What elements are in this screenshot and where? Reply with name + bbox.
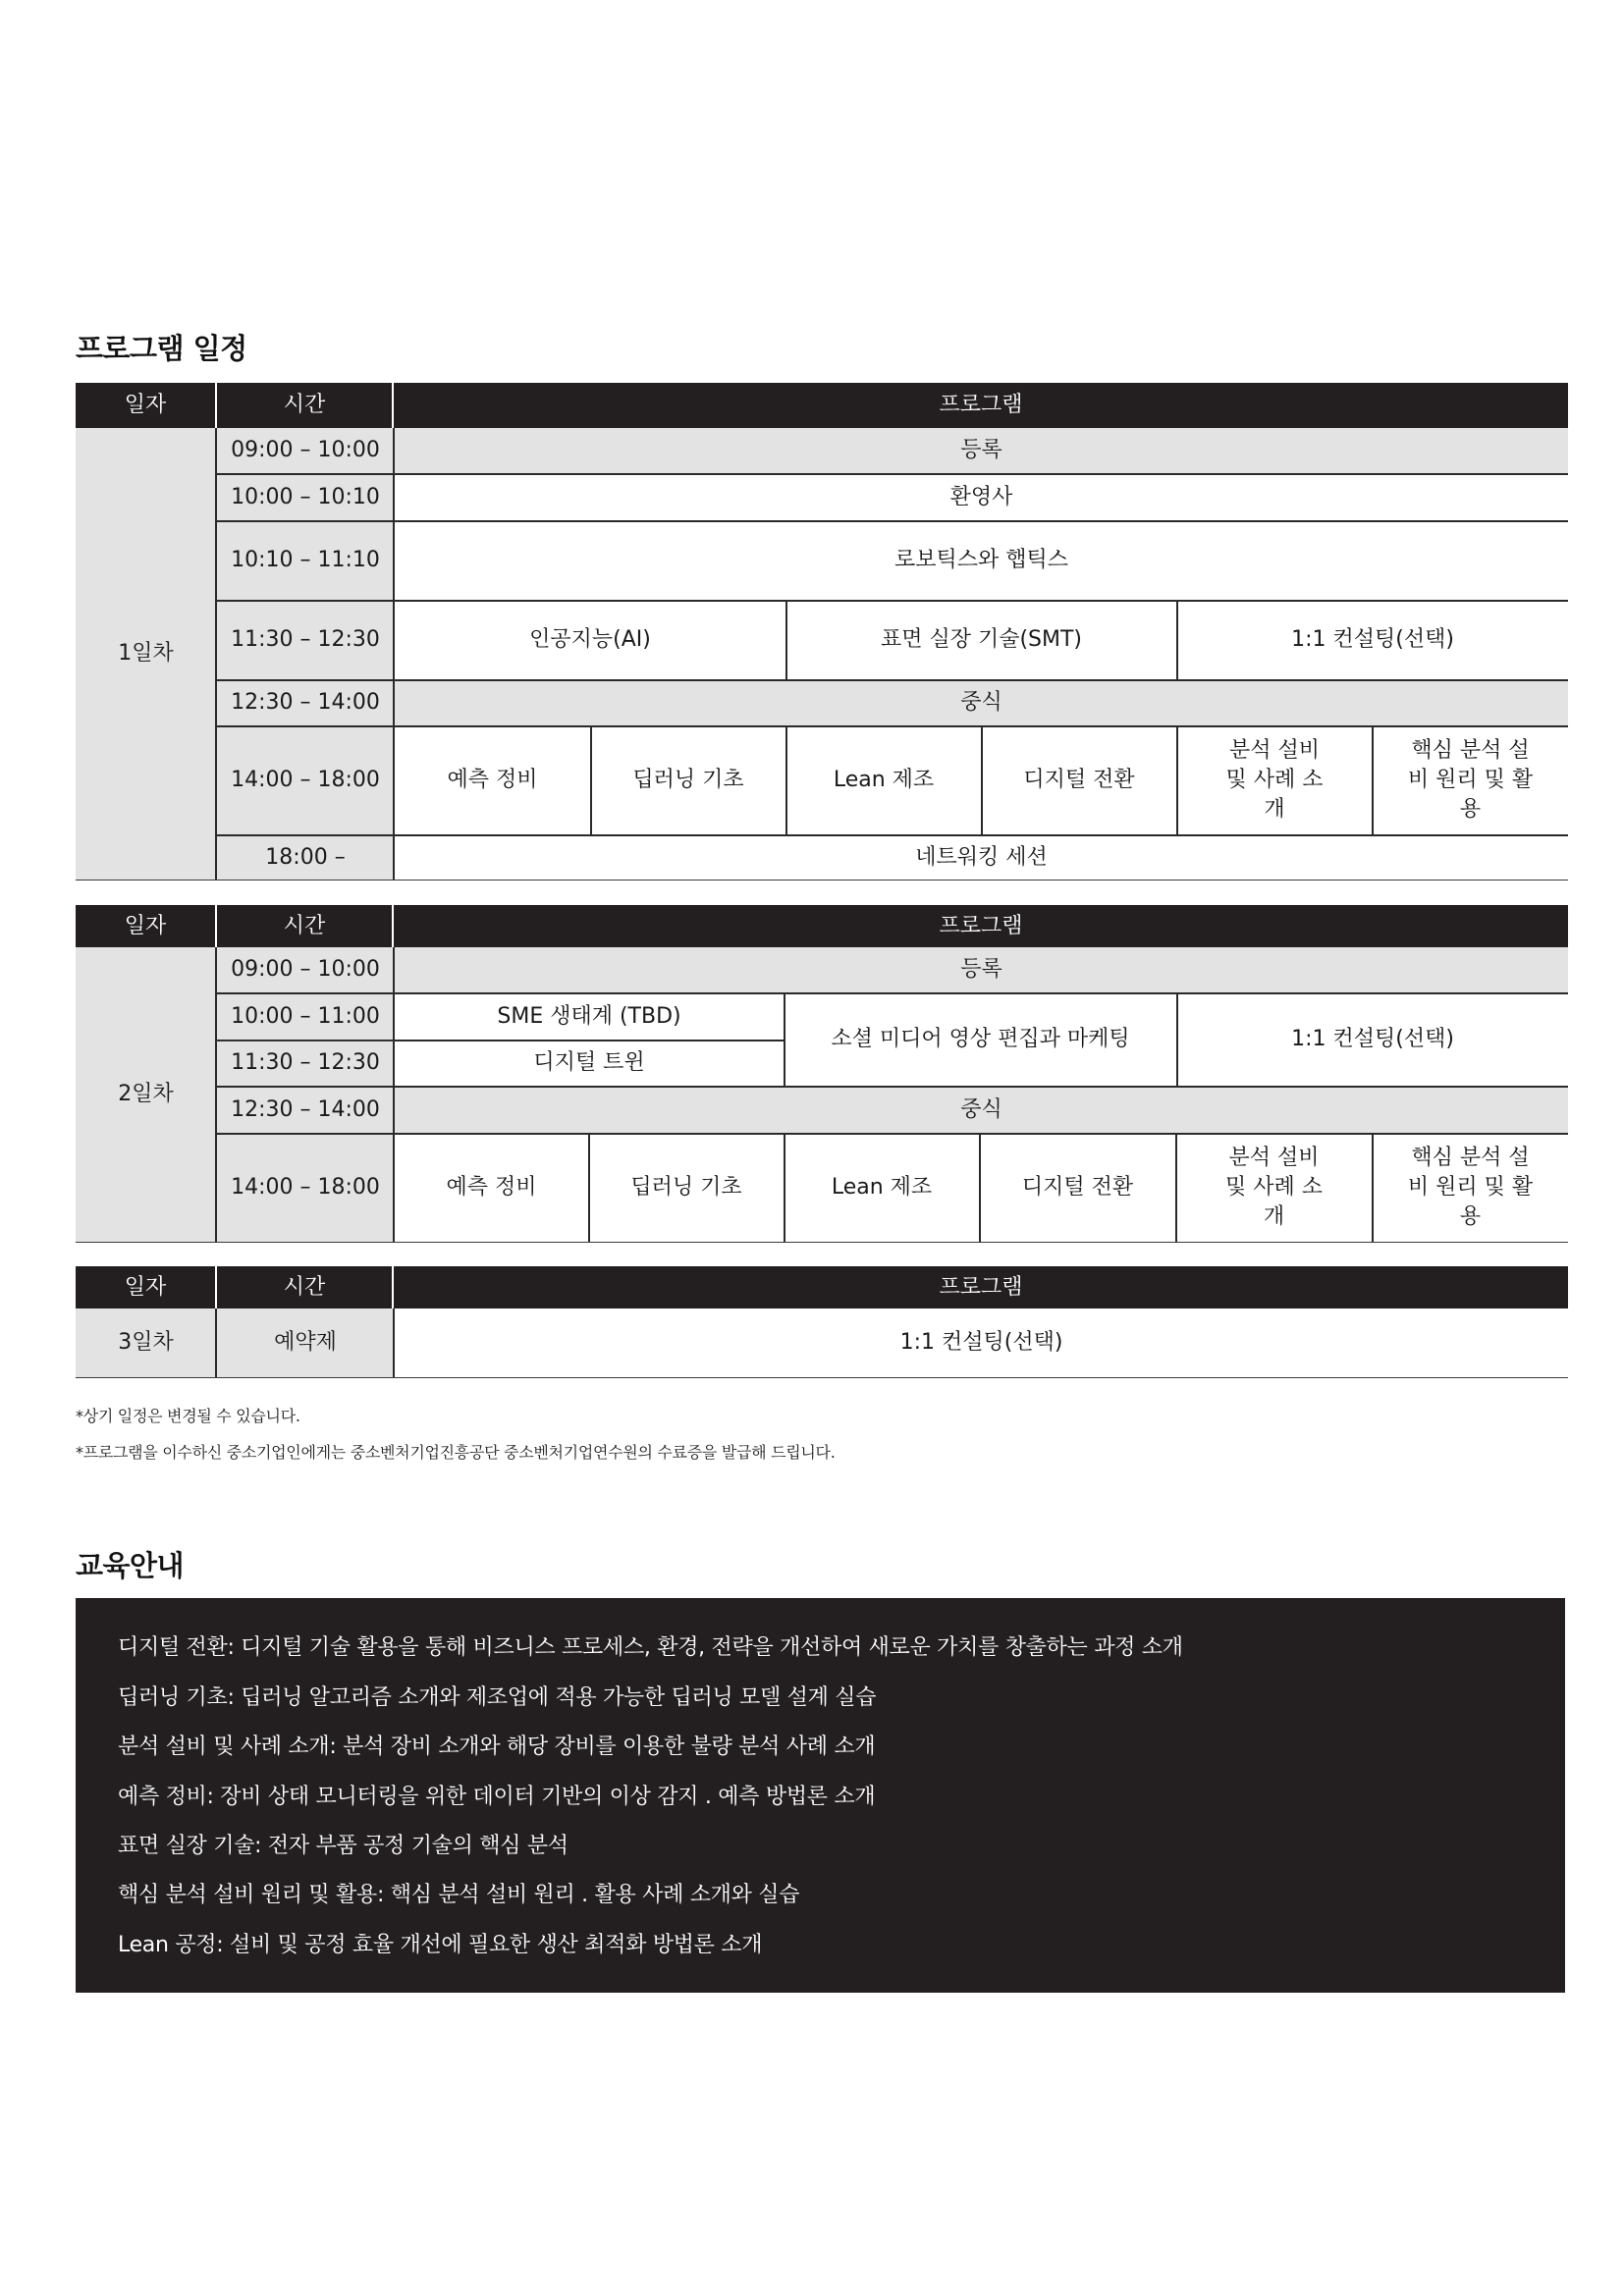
- program-session: 표면 실장 기술(SMT): [786, 601, 1176, 679]
- time-cell: 예약제: [217, 1308, 394, 1377]
- divider: [216, 679, 1568, 681]
- program-welcome: 환영사: [395, 474, 1568, 520]
- time-cell: 10:00 – 10:10: [217, 474, 394, 520]
- time-cell: 18:00 –: [217, 835, 394, 880]
- divider: [1175, 1134, 1177, 1242]
- program-session: 예측 정비: [395, 726, 590, 834]
- divider: [215, 1308, 217, 1377]
- edu-item: 분석 설비 및 사례 소개: 분석 장비 소개와 해당 장비를 이용한 불량 분석 사례 소개: [118, 1735, 876, 1759]
- divider: [216, 473, 1568, 475]
- divider: [785, 726, 787, 834]
- divider: [588, 1134, 590, 1242]
- divider: [784, 1134, 785, 1242]
- time-cell: 10:10 – 11:10: [217, 521, 394, 600]
- divider: [981, 726, 983, 834]
- time-cell: 12:30 – 14:00: [217, 680, 394, 725]
- program-robotics: 로보틱스와 햅틱스: [395, 521, 1568, 600]
- program-session: 딥러닝 기초: [591, 726, 785, 834]
- edu-item: 딥러닝 기초: 딥러닝 알고리즘 소개와 제조업에 적용 가능한 딥러닝 모델 설계 실습: [118, 1685, 877, 1710]
- divider: [590, 726, 592, 834]
- day3-label: 3일차: [76, 1308, 216, 1377]
- program-consulting: 1:1 컨설팅(선택): [1177, 993, 1568, 1086]
- divider: [1372, 726, 1374, 834]
- header-program: 프로그램: [394, 1266, 1568, 1308]
- program-networking: 네트워킹 세션: [395, 835, 1568, 880]
- time-cell: 11:30 – 12:30: [217, 1041, 394, 1086]
- divider: [216, 834, 1568, 836]
- divider: [216, 600, 1568, 602]
- program-registration: 등록: [395, 428, 1568, 473]
- header-time: 시간: [217, 905, 392, 947]
- program-session: 딥러닝 기초: [589, 1134, 784, 1242]
- program-social-media: 소셜 미디어 영상 편집과 마케팅: [785, 993, 1176, 1086]
- divider: [393, 947, 395, 1242]
- program-lunch: 중식: [395, 1087, 1568, 1133]
- divider: [76, 1377, 1568, 1378]
- divider: [393, 428, 395, 880]
- program-session: 분석 설비 및 사례 소개: [1176, 1134, 1372, 1242]
- divider: [76, 880, 1568, 881]
- program-session: 분석 설비 및 사례 소개: [1177, 726, 1372, 834]
- time-cell: 09:00 – 10:00: [217, 947, 394, 992]
- program-session: Lean 제조: [786, 726, 981, 834]
- program-session: 디지털 전환: [980, 1134, 1175, 1242]
- program-session: 1:1 컨설팅(선택): [1177, 601, 1568, 679]
- divider: [215, 428, 217, 880]
- time-cell: 09:00 – 10:00: [217, 428, 394, 473]
- day1-label: 1일차: [76, 428, 216, 880]
- note-certificate: *프로그램을 이수하신 중소기업인에게는 중소벤처기업진흥공단 중소벤처기업연수원의 수료증을 발급해 드립니다.: [76, 1443, 836, 1462]
- divider: [76, 1242, 1568, 1243]
- program-session: 디지털 트윈: [395, 1041, 784, 1086]
- header-time: 시간: [217, 1266, 392, 1308]
- edu-item: 핵심 분석 설비 원리 및 활용: 핵심 분석 설비 원리 . 활용 사례 소개와 실습: [118, 1883, 800, 1907]
- program-session: SME 생태계 (TBD): [395, 993, 784, 1040]
- header-day: 일자: [76, 1266, 215, 1308]
- program-registration: 등록: [395, 947, 1568, 992]
- header-time: 시간: [217, 383, 392, 428]
- header-day: 일자: [76, 383, 215, 428]
- time-cell: 12:30 – 14:00: [217, 1087, 394, 1133]
- divider: [216, 520, 1568, 522]
- divider: [1372, 1134, 1374, 1242]
- program-session: Lean 제조: [785, 1134, 979, 1242]
- edu-item: 표면 실장 기술: 전자 부품 공정 기술의 핵심 분석: [118, 1834, 568, 1858]
- edu-info-box: [76, 1598, 1565, 1993]
- program-consulting: 1:1 컨설팅(선택): [395, 1308, 1568, 1377]
- program-session: 디지털 전환: [982, 726, 1176, 834]
- edu-item: 디지털 전환: 디지털 기술 활용을 통해 비즈니스 프로세스, 환경, 전략을 개선하여 새로운 가치를 창출하는 과정 소개: [118, 1635, 1183, 1660]
- edu-item: Lean 공정: 설비 및 공정 효율 개선에 필요한 생산 최적화 방법론 소개: [118, 1933, 763, 1957]
- divider: [979, 1134, 981, 1242]
- header-program: 프로그램: [394, 905, 1568, 947]
- time-cell: 14:00 – 18:00: [217, 726, 394, 834]
- schedule-title: 프로그램 일정: [76, 332, 247, 365]
- header-program: 프로그램: [394, 383, 1568, 428]
- time-cell: 11:30 – 12:30: [217, 601, 394, 679]
- program-session: 핵심 분석 설비 원리 및 활용: [1373, 726, 1568, 834]
- divider: [216, 1133, 1568, 1135]
- divider: [785, 601, 787, 679]
- time-cell: 10:00 – 11:00: [217, 993, 394, 1040]
- note-schedule-change: *상기 일정은 변경될 수 있습니다.: [76, 1407, 300, 1425]
- program-lunch: 중식: [395, 680, 1568, 725]
- edu-title: 교육안내: [76, 1549, 185, 1582]
- divider: [215, 947, 217, 1242]
- header-day: 일자: [76, 905, 215, 947]
- divider: [1176, 726, 1178, 834]
- program-session: 인공지능(AI): [395, 601, 785, 679]
- program-session: 예측 정비: [395, 1134, 588, 1242]
- divider: [784, 993, 785, 1086]
- divider: [216, 992, 1568, 994]
- divider: [1176, 601, 1178, 679]
- divider: [393, 1308, 395, 1377]
- time-cell: 14:00 – 18:00: [217, 1134, 394, 1242]
- program-session: 핵심 분석 설비 원리 및 활용: [1373, 1134, 1568, 1242]
- day2-label: 2일차: [76, 947, 216, 1242]
- edu-item: 예측 정비: 장비 상태 모니터링을 위한 데이터 기반의 이상 감지 . 예측 방법론 소개: [118, 1785, 876, 1809]
- divider: [1176, 993, 1178, 1086]
- divider: [216, 725, 1568, 727]
- divider: [216, 1086, 1568, 1088]
